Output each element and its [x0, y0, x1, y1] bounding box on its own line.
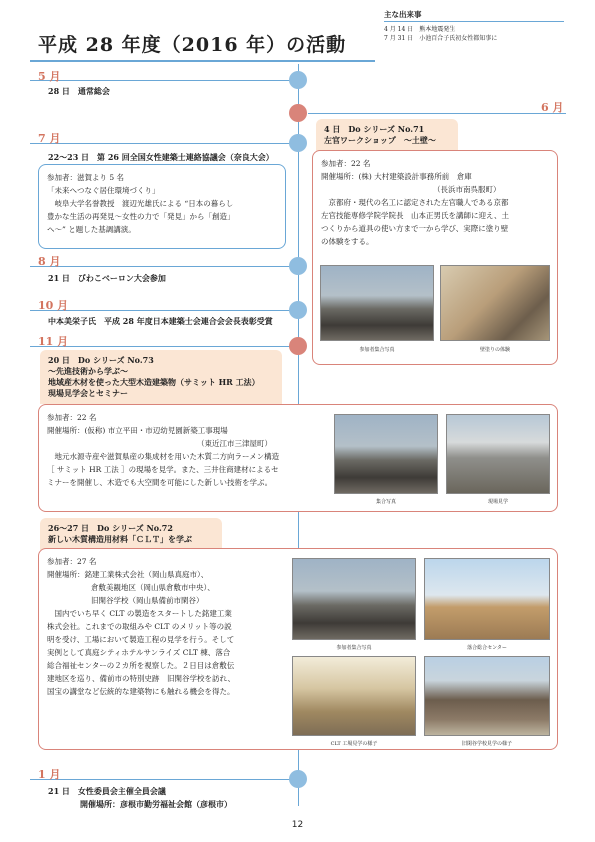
- jun-photo-caption: 参加者集合写真: [359, 347, 395, 353]
- nov-a-desc-line: 地元水源寺産や滋賀県産の集成材を用いた木質二方向ラーメン構造: [47, 452, 280, 461]
- timeline-dot-nov: [289, 337, 307, 355]
- jun-event-title: [316, 119, 458, 151]
- month-label-oct: 10 月: [38, 299, 69, 312]
- jun-desc-line: 左官技能専修学院学院長 山本正男氏を講師に迎え、土: [321, 211, 509, 220]
- month-label-jan: 1 月: [38, 768, 61, 781]
- nov-b-school-photo: [424, 656, 550, 736]
- nov-b-desc-line: 実例として真庭シティホテルサンライズ CLT 棟、落合: [47, 648, 231, 657]
- nov-b-event-title: [40, 518, 222, 550]
- timeline-dot-aug: [289, 257, 307, 275]
- jul-event-title: 22～23 日 第 26 回全国女性建築士連絡協議会（奈良大会）: [48, 152, 274, 162]
- month-rule-aug: [30, 266, 290, 267]
- nov-b-participants: 参加者：27 名: [47, 557, 97, 566]
- month-label-may: 5 月: [38, 70, 61, 83]
- jun-desc-line: の体験をする。: [321, 237, 374, 246]
- nov-a-title-line: 現場見学会とセミナー: [48, 388, 128, 398]
- nov-b-photo-caption: 落合総合センター: [467, 645, 507, 651]
- nov-b-center-photo: [424, 558, 550, 640]
- oct-entry: 中本美栄子氏 平成 28 年度日本建築士会連合会会長表彰受賞: [48, 316, 273, 326]
- jun-venue: 開催場所：(株) 大村建築設計事務所前 倉庫: [321, 172, 472, 181]
- timeline-dot-jan: [289, 770, 307, 788]
- nov-b-venue: 旧閑谷学校（岡山県備前市閑谷）: [91, 596, 204, 605]
- jun-desc-line: 京都府・現代の名工に認定された左官職人である京都: [321, 198, 509, 207]
- nov-a-venue-location: （東近江市三津屋町）: [197, 439, 272, 448]
- nov-a-title-line: ～先進技術から学ぶ～: [48, 366, 128, 376]
- timeline-dot-oct: [289, 301, 307, 319]
- jul-participants: 参加者：滋賀より 5 名: [47, 173, 125, 182]
- nov-b-desc-line: 総合福祉センターの２カ所を視察した。２日目は倉敷伝: [47, 661, 235, 670]
- nov-b-desc-line: 建地区を巡り、備前市の特別史跡 旧閑谷学校を訪れ、: [47, 674, 235, 683]
- jul-desc-line: 岐阜大学名誉教授 渡辺光雄氏による “日本の暮らし: [47, 199, 234, 208]
- page-title: 平成 28 年度（2016 年）の活動: [38, 34, 347, 56]
- jun-wall-painting-photo: [440, 265, 550, 341]
- nov-b-group-photo: [292, 558, 416, 640]
- nov-a-venue: 開催場所：(仮称) 市立平田・市辺幼児園新築工事現場: [47, 426, 228, 435]
- nov-a-photo-caption: 現場見学: [487, 499, 508, 505]
- aug-entry: 21 日 びわこベーロン大会参加: [48, 273, 166, 283]
- events-box: [384, 10, 564, 43]
- month-rule-oct: [30, 310, 290, 311]
- jun-photo-caption: 壁塗りの体験: [479, 347, 510, 353]
- event-text: 小池百合子氏初女性都知事に: [419, 35, 498, 42]
- may-entry: 28 日 通常総会: [48, 86, 110, 96]
- nov-a-photo-caption: 集合写真: [375, 499, 396, 505]
- month-rule-nov: [30, 346, 290, 347]
- jun-desc-line: つくりから道具の使い方まで一から学び、実際に塗り壁: [321, 224, 509, 233]
- nov-a-desc-line: ［ サミット HR 工法 ］の現場を見学。また、三井住商建材によるセ: [47, 465, 279, 474]
- nov-b-desc-line: 明を受け、工場において製造工程の見学を行う。そして: [47, 635, 235, 644]
- month-label-aug: 8 月: [38, 255, 61, 268]
- title-underline: [30, 60, 375, 62]
- event-item: [384, 25, 564, 34]
- nov-b-venue: 倉敷美観地区（岡山県倉敷市中央）、: [91, 583, 215, 592]
- month-rule-jan: [30, 779, 290, 780]
- jul-event-box: [38, 164, 286, 249]
- nov-a-site-photo: [446, 414, 550, 494]
- jun-title-line1: 4 日 Do シリーズ No.71: [324, 124, 425, 134]
- month-label-jun: 6 月: [541, 101, 564, 114]
- nov-a-title-line: 20 日 Do シリーズ No.73: [48, 355, 154, 365]
- timeline-dot-jun: [289, 104, 307, 122]
- month-rule-jul: [30, 143, 290, 144]
- nov-b-photo-caption: CLT 工場見学の様子: [330, 741, 378, 747]
- nov-a-participants: 参加者：22 名: [47, 413, 97, 422]
- nov-b-factory-photo: [292, 656, 416, 736]
- event-date: 7 月 31 日: [384, 35, 414, 42]
- nov-b-photo-caption: 参加者集合写真: [336, 645, 372, 651]
- nov-a-desc-line: ミナーを開催し、木造でも大空間を可能にした新しい技術を学ぶ。: [47, 478, 273, 487]
- nov-b-photo-caption: 旧閑谷学校見学の様子: [461, 741, 512, 747]
- nov-b-desc-line: 株式会社。これまでの取組みや CLT のメリット等の説: [47, 622, 232, 631]
- nov-a-group-photo: [334, 414, 438, 494]
- nov-b-desc-line: 国内でいち早く CLT の製造をスタートした銘建工業: [47, 609, 232, 618]
- jul-theme: 「未来へつなぐ居住環境づくり」: [47, 186, 160, 195]
- nov-b-desc-line: 国宝の講堂など伝統的な建築物にも触れる機会を得た。: [47, 687, 235, 696]
- nov-b-title-line: 新しい木質構造用材料「ＣＬＴ」を学ぶ: [48, 534, 192, 544]
- jan-venue: 開催場所：彦根市勤労福祉会館（彦根市）: [80, 799, 232, 809]
- month-label-nov: 11 月: [38, 335, 69, 348]
- page-number: 12: [291, 820, 304, 830]
- event-date: 4 月 14 日: [384, 26, 414, 33]
- jun-participants: 参加者：22 名: [321, 159, 371, 168]
- jun-venue-location: （長浜市南呉服町）: [433, 185, 501, 194]
- month-label-jul: 7 月: [38, 132, 61, 145]
- jan-entry: 21 日 女性委員会主催全員会議: [48, 786, 166, 796]
- nov-b-title-line: 26～27 日 Do シリーズ No.72: [48, 523, 173, 533]
- nov-a-event-title: [40, 350, 282, 404]
- month-rule-jun: [308, 113, 566, 114]
- jun-title-line2: 左官ワークショップ ～土壁～: [324, 135, 436, 145]
- event-text: 熊本地震発生: [419, 26, 456, 33]
- event-item: [384, 34, 564, 43]
- nov-b-venue: 開催場所：銘建工業株式会社（岡山県真庭市）、: [47, 570, 209, 579]
- month-rule-may: [30, 80, 290, 81]
- jul-desc-line: 豊かな生活の再発見～女性の力で「発見」から「創造」: [47, 212, 235, 221]
- nov-a-title-line: 地域産木材を使った大型木造建築物（サミット HR 工法）: [48, 377, 260, 387]
- jun-group-photo: [320, 265, 434, 341]
- timeline-dot-may: [289, 71, 307, 89]
- jul-desc-line: へ～” と題した基調講演。: [47, 225, 136, 234]
- events-heading: 主な出来事: [384, 10, 564, 22]
- timeline-dot-jul: [289, 134, 307, 152]
